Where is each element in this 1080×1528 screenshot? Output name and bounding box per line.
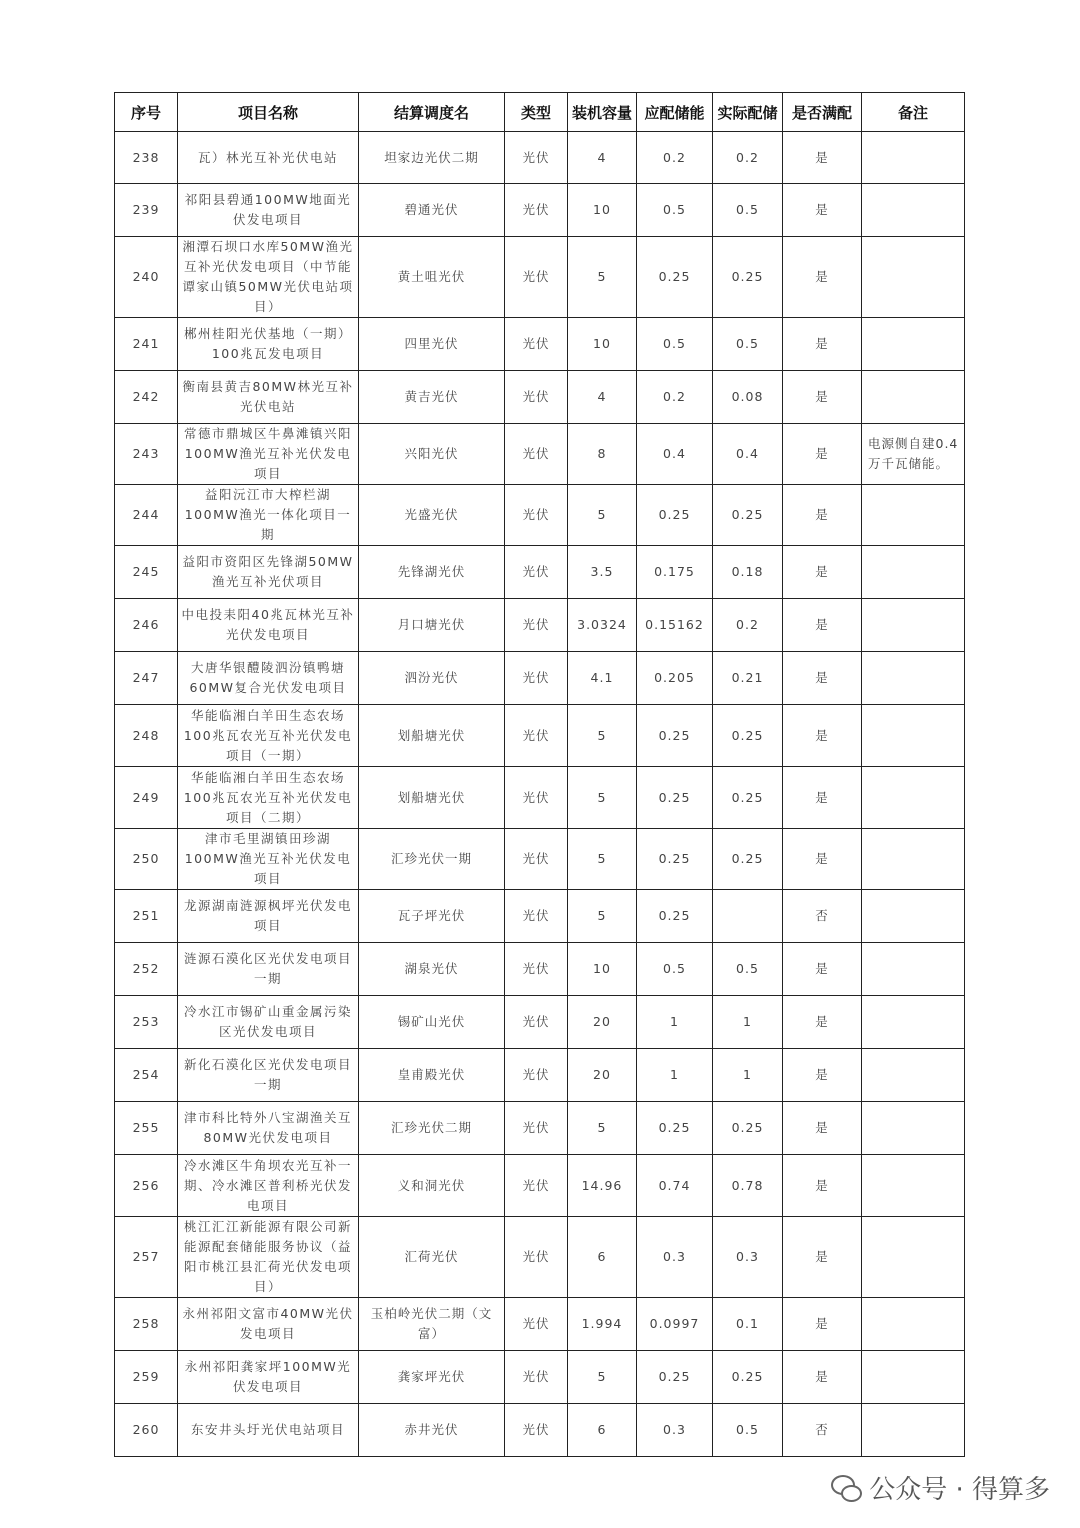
cell-capacity: 10 (568, 318, 637, 371)
cell-project-name: 龙源湖南涟源枫坪光伏发电项目 (178, 890, 359, 943)
table-row (115, 184, 965, 237)
cell-actual-storage: 0.25 (713, 237, 783, 318)
cell-required-storage: 0.2 (637, 132, 713, 184)
cell-index: 240 (115, 237, 178, 318)
cell-remarks (862, 943, 965, 996)
cell-project-name: 冷水滩区牛角坝农光互补一期、冷水滩区普利桥光伏发电项目 (178, 1155, 359, 1217)
cell-remarks (862, 1155, 965, 1217)
cell-actual-storage: 0.25 (713, 1351, 783, 1404)
cell-type: 光伏 (505, 599, 568, 652)
cell-project-name: 湘潭石坝口水库50MW渔光互补光伏发电项目（中节能谭家山镇50MW光伏电站项目） (178, 237, 359, 318)
storage-allocation-table (114, 92, 965, 1457)
cell-required-storage: 0.25 (637, 1102, 713, 1155)
table-row (115, 132, 965, 184)
cell-index: 246 (115, 599, 178, 652)
cell-capacity: 3.0324 (568, 599, 637, 652)
cell-required-storage: 0.3 (637, 1404, 713, 1457)
cell-dispatch-name: 黄土咀光伏 (359, 237, 505, 318)
cell-type: 光伏 (505, 996, 568, 1049)
cell-fully-allocated: 是 (783, 1049, 862, 1102)
table-row (115, 318, 965, 371)
cell-type: 光伏 (505, 485, 568, 546)
cell-project-name: 中电投耒阳40兆瓦林光互补光伏发电项目 (178, 599, 359, 652)
cell-capacity: 20 (568, 1049, 637, 1102)
header-remarks: 备注 (862, 93, 965, 132)
cell-actual-storage (713, 890, 783, 943)
cell-capacity: 5 (568, 705, 637, 767)
cell-required-storage: 0.4 (637, 424, 713, 485)
cell-remarks (862, 318, 965, 371)
cell-dispatch-name: 义和洞光伏 (359, 1155, 505, 1217)
cell-project-name: 郴州桂阳光伏基地（一期）100兆瓦发电项目 (178, 318, 359, 371)
cell-dispatch-name: 玉柏岭光伏二期（文富） (359, 1298, 505, 1351)
cell-dispatch-name: 四里光伏 (359, 318, 505, 371)
cell-capacity: 5 (568, 485, 637, 546)
cell-index: 259 (115, 1351, 178, 1404)
table-row (115, 829, 965, 890)
cell-remarks (862, 705, 965, 767)
table-row (115, 1217, 965, 1298)
cell-remarks (862, 237, 965, 318)
cell-fully-allocated: 否 (783, 1404, 862, 1457)
cell-project-name: 津市毛里湖镇田珍湖100MW渔光互补光伏发电项目 (178, 829, 359, 890)
cell-dispatch-name: 锡矿山光伏 (359, 996, 505, 1049)
cell-index: 254 (115, 1049, 178, 1102)
cell-fully-allocated: 是 (783, 184, 862, 237)
cell-capacity: 8 (568, 424, 637, 485)
table-row (115, 1351, 965, 1404)
cell-dispatch-name: 月口塘光伏 (359, 599, 505, 652)
cell-dispatch-name: 汇珍光伏一期 (359, 829, 505, 890)
cell-actual-storage: 0.25 (713, 829, 783, 890)
cell-fully-allocated: 是 (783, 1102, 862, 1155)
cell-actual-storage: 0.18 (713, 546, 783, 599)
cell-required-storage: 0.205 (637, 652, 713, 705)
cell-type: 光伏 (505, 318, 568, 371)
cell-type: 光伏 (505, 1155, 568, 1217)
cell-actual-storage: 0.4 (713, 424, 783, 485)
cell-fully-allocated: 是 (783, 237, 862, 318)
cell-fully-allocated: 是 (783, 132, 862, 184)
cell-capacity: 4.1 (568, 652, 637, 705)
cell-capacity: 5 (568, 890, 637, 943)
cell-actual-storage: 0.5 (713, 1404, 783, 1457)
watermark (831, 1469, 1050, 1506)
table-row (115, 943, 965, 996)
cell-actual-storage: 0.78 (713, 1155, 783, 1217)
cell-required-storage: 0.3 (637, 1217, 713, 1298)
cell-index: 260 (115, 1404, 178, 1457)
cell-index: 249 (115, 767, 178, 829)
cell-remarks (862, 1298, 965, 1351)
table-row (115, 996, 965, 1049)
cell-project-name: 涟源石漠化区光伏发电项目一期 (178, 943, 359, 996)
cell-dispatch-name: 先锋湖光伏 (359, 546, 505, 599)
cell-actual-storage: 0.2 (713, 132, 783, 184)
cell-required-storage: 0.25 (637, 237, 713, 318)
cell-actual-storage: 0.2 (713, 599, 783, 652)
cell-type: 光伏 (505, 184, 568, 237)
cell-required-storage: 0.25 (637, 829, 713, 890)
cell-dispatch-name: 皇甫殿光伏 (359, 1049, 505, 1102)
table-row (115, 546, 965, 599)
cell-remarks (862, 996, 965, 1049)
table-row (115, 1102, 965, 1155)
cell-required-storage: 0.5 (637, 184, 713, 237)
cell-type: 光伏 (505, 829, 568, 890)
cell-fully-allocated: 是 (783, 652, 862, 705)
cell-remarks (862, 1351, 965, 1404)
cell-capacity: 5 (568, 1102, 637, 1155)
cell-project-name: 冷水江市锡矿山重金属污染区光伏发电项目 (178, 996, 359, 1049)
cell-dispatch-name: 泗汾光伏 (359, 652, 505, 705)
cell-type: 光伏 (505, 1217, 568, 1298)
table-row (115, 1298, 965, 1351)
cell-fully-allocated: 是 (783, 829, 862, 890)
cell-actual-storage: 1 (713, 1049, 783, 1102)
cell-type: 光伏 (505, 767, 568, 829)
cell-remarks (862, 485, 965, 546)
cell-remarks (862, 890, 965, 943)
cell-type: 光伏 (505, 705, 568, 767)
cell-type: 光伏 (505, 1102, 568, 1155)
table-header-row (115, 93, 965, 132)
watermark-text: 公众号 · 得算多 (869, 1475, 1050, 1505)
cell-index: 250 (115, 829, 178, 890)
table-row (115, 424, 965, 485)
cell-index: 253 (115, 996, 178, 1049)
cell-remarks (862, 546, 965, 599)
cell-actual-storage: 1 (713, 996, 783, 1049)
cell-index: 247 (115, 652, 178, 705)
cell-fully-allocated: 是 (783, 318, 862, 371)
cell-project-name: 华能临湘白羊田生态农场100兆瓦农光互补光伏发电项目（一期） (178, 705, 359, 767)
header-project-name: 项目名称 (178, 93, 359, 132)
cell-remarks (862, 767, 965, 829)
cell-dispatch-name: 碧通光伏 (359, 184, 505, 237)
table-row (115, 890, 965, 943)
cell-capacity: 4 (568, 371, 637, 424)
header-type: 类型 (505, 93, 568, 132)
cell-remarks (862, 1102, 965, 1155)
cell-index: 257 (115, 1217, 178, 1298)
cell-required-storage: 0.25 (637, 1351, 713, 1404)
cell-actual-storage: 0.1 (713, 1298, 783, 1351)
table-row (115, 767, 965, 829)
cell-index: 244 (115, 485, 178, 546)
cell-dispatch-name: 划船塘光伏 (359, 767, 505, 829)
cell-required-storage: 0.25 (637, 767, 713, 829)
cell-project-name: 东安井头圩光伏电站项目 (178, 1404, 359, 1457)
cell-fully-allocated: 是 (783, 943, 862, 996)
cell-capacity: 5 (568, 1351, 637, 1404)
cell-fully-allocated: 是 (783, 546, 862, 599)
cell-dispatch-name: 汇荷光伏 (359, 1217, 505, 1298)
cell-actual-storage: 0.5 (713, 943, 783, 996)
cell-type: 光伏 (505, 1404, 568, 1457)
cell-fully-allocated: 是 (783, 371, 862, 424)
table-row (115, 485, 965, 546)
cell-dispatch-name: 兴阳光伏 (359, 424, 505, 485)
cell-actual-storage: 0.08 (713, 371, 783, 424)
cell-capacity: 10 (568, 184, 637, 237)
cell-capacity: 5 (568, 237, 637, 318)
table-row (115, 371, 965, 424)
cell-fully-allocated: 是 (783, 424, 862, 485)
cell-type: 光伏 (505, 132, 568, 184)
cell-project-name: 瓦）林光互补光伏电站 (178, 132, 359, 184)
cell-fully-allocated: 是 (783, 1217, 862, 1298)
cell-fully-allocated: 是 (783, 705, 862, 767)
cell-index: 256 (115, 1155, 178, 1217)
cell-project-name: 永州祁阳龚家坪100MW光伏发电项目 (178, 1351, 359, 1404)
cell-capacity: 10 (568, 943, 637, 996)
cell-type: 光伏 (505, 890, 568, 943)
cell-required-storage: 0.2 (637, 371, 713, 424)
cell-project-name: 永州祁阳文富市40MW光伏发电项目 (178, 1298, 359, 1351)
cell-required-storage: 0.25 (637, 890, 713, 943)
table-row (115, 237, 965, 318)
cell-fully-allocated: 是 (783, 996, 862, 1049)
cell-fully-allocated: 是 (783, 599, 862, 652)
cell-remarks (862, 1217, 965, 1298)
cell-remarks (862, 1049, 965, 1102)
cell-index: 255 (115, 1102, 178, 1155)
cell-project-name: 津市科比特外八宝湖渔关互80MW光伏发电项目 (178, 1102, 359, 1155)
cell-project-name: 祁阳县碧通100MW地面光伏发电项目 (178, 184, 359, 237)
cell-project-name: 益阳沅江市大榨栏湖100MW渔光一体化项目一期 (178, 485, 359, 546)
cell-dispatch-name: 瓦子坪光伏 (359, 890, 505, 943)
cell-remarks: 电源侧自建0.4万千瓦储能。 (862, 424, 965, 485)
table-row (115, 599, 965, 652)
header-required-storage: 应配储能 (637, 93, 713, 132)
cell-type: 光伏 (505, 546, 568, 599)
cell-actual-storage: 0.3 (713, 1217, 783, 1298)
cell-required-storage: 0.5 (637, 943, 713, 996)
cell-capacity: 6 (568, 1217, 637, 1298)
cell-project-name: 常德市鼎城区牛鼻滩镇兴阳100MW渔光互补光伏发电项目 (178, 424, 359, 485)
cell-project-name: 益阳市资阳区先锋湖50MW渔光互补光伏项目 (178, 546, 359, 599)
cell-actual-storage: 0.25 (713, 1102, 783, 1155)
cell-actual-storage: 0.5 (713, 184, 783, 237)
cell-capacity: 6 (568, 1404, 637, 1457)
cell-type: 光伏 (505, 424, 568, 485)
cell-index: 243 (115, 424, 178, 485)
cell-required-storage: 0.0997 (637, 1298, 713, 1351)
cell-dispatch-name: 黄吉光伏 (359, 371, 505, 424)
cell-capacity: 20 (568, 996, 637, 1049)
cell-fully-allocated: 是 (783, 1351, 862, 1404)
cell-type: 光伏 (505, 371, 568, 424)
cell-fully-allocated: 是 (783, 1298, 862, 1351)
cell-index: 242 (115, 371, 178, 424)
cell-capacity: 1.994 (568, 1298, 637, 1351)
cell-remarks (862, 132, 965, 184)
cell-capacity: 3.5 (568, 546, 637, 599)
table-row (115, 1155, 965, 1217)
cell-required-storage: 0.25 (637, 485, 713, 546)
cell-required-storage: 0.74 (637, 1155, 713, 1217)
wechat-icon (831, 1473, 861, 1503)
cell-fully-allocated: 是 (783, 1155, 862, 1217)
cell-required-storage: 0.15162 (637, 599, 713, 652)
cell-dispatch-name: 湖泉光伏 (359, 943, 505, 996)
cell-required-storage: 0.5 (637, 318, 713, 371)
cell-type: 光伏 (505, 1298, 568, 1351)
cell-required-storage: 1 (637, 996, 713, 1049)
cell-dispatch-name: 光盛光伏 (359, 485, 505, 546)
cell-actual-storage: 0.25 (713, 485, 783, 546)
cell-index: 241 (115, 318, 178, 371)
header-dispatch-name: 结算调度名 (359, 93, 505, 132)
cell-type: 光伏 (505, 652, 568, 705)
cell-capacity: 5 (568, 767, 637, 829)
cell-capacity: 4 (568, 132, 637, 184)
header-capacity: 装机容量 (568, 93, 637, 132)
cell-dispatch-name: 划船塘光伏 (359, 705, 505, 767)
cell-dispatch-name: 赤井光伏 (359, 1404, 505, 1457)
cell-type: 光伏 (505, 1351, 568, 1404)
cell-type: 光伏 (505, 1049, 568, 1102)
cell-remarks (862, 1404, 965, 1457)
cell-remarks (862, 371, 965, 424)
cell-index: 245 (115, 546, 178, 599)
cell-type: 光伏 (505, 237, 568, 318)
cell-remarks (862, 184, 965, 237)
cell-remarks (862, 599, 965, 652)
cell-remarks (862, 829, 965, 890)
cell-fully-allocated: 否 (783, 890, 862, 943)
table-row (115, 705, 965, 767)
header-index: 序号 (115, 93, 178, 132)
cell-index: 258 (115, 1298, 178, 1351)
cell-capacity: 5 (568, 829, 637, 890)
header-fully-allocated: 是否满配 (783, 93, 862, 132)
cell-actual-storage: 0.5 (713, 318, 783, 371)
cell-capacity: 14.96 (568, 1155, 637, 1217)
cell-project-name: 大唐华银醴陵泗汾镇鸭塘60MW复合光伏发电项目 (178, 652, 359, 705)
cell-remarks (862, 652, 965, 705)
cell-actual-storage: 0.25 (713, 767, 783, 829)
cell-index: 251 (115, 890, 178, 943)
cell-dispatch-name: 坦家边光伏二期 (359, 132, 505, 184)
cell-type: 光伏 (505, 943, 568, 996)
cell-index: 252 (115, 943, 178, 996)
cell-fully-allocated: 是 (783, 485, 862, 546)
cell-project-name: 华能临湘白羊田生态农场100兆瓦农光互补光伏发电项目（二期） (178, 767, 359, 829)
cell-index: 248 (115, 705, 178, 767)
cell-required-storage: 0.175 (637, 546, 713, 599)
cell-actual-storage: 0.21 (713, 652, 783, 705)
cell-project-name: 衡南县黄吉80MW林光互补光伏电站 (178, 371, 359, 424)
cell-fully-allocated: 是 (783, 767, 862, 829)
cell-dispatch-name: 龚家坪光伏 (359, 1351, 505, 1404)
cell-index: 238 (115, 132, 178, 184)
cell-required-storage: 1 (637, 1049, 713, 1102)
table-row (115, 1404, 965, 1457)
table-row (115, 652, 965, 705)
cell-required-storage: 0.25 (637, 705, 713, 767)
cell-project-name: 新化石漠化区光伏发电项目一期 (178, 1049, 359, 1102)
cell-project-name: 桃江汇江新能源有限公司新能源配套储能服务协议（益阳市桃江县汇荷光伏发电项目） (178, 1217, 359, 1298)
table-row (115, 1049, 965, 1102)
cell-index: 239 (115, 184, 178, 237)
cell-actual-storage: 0.25 (713, 705, 783, 767)
cell-dispatch-name: 汇珍光伏二期 (359, 1102, 505, 1155)
header-actual-storage: 实际配储 (713, 93, 783, 132)
